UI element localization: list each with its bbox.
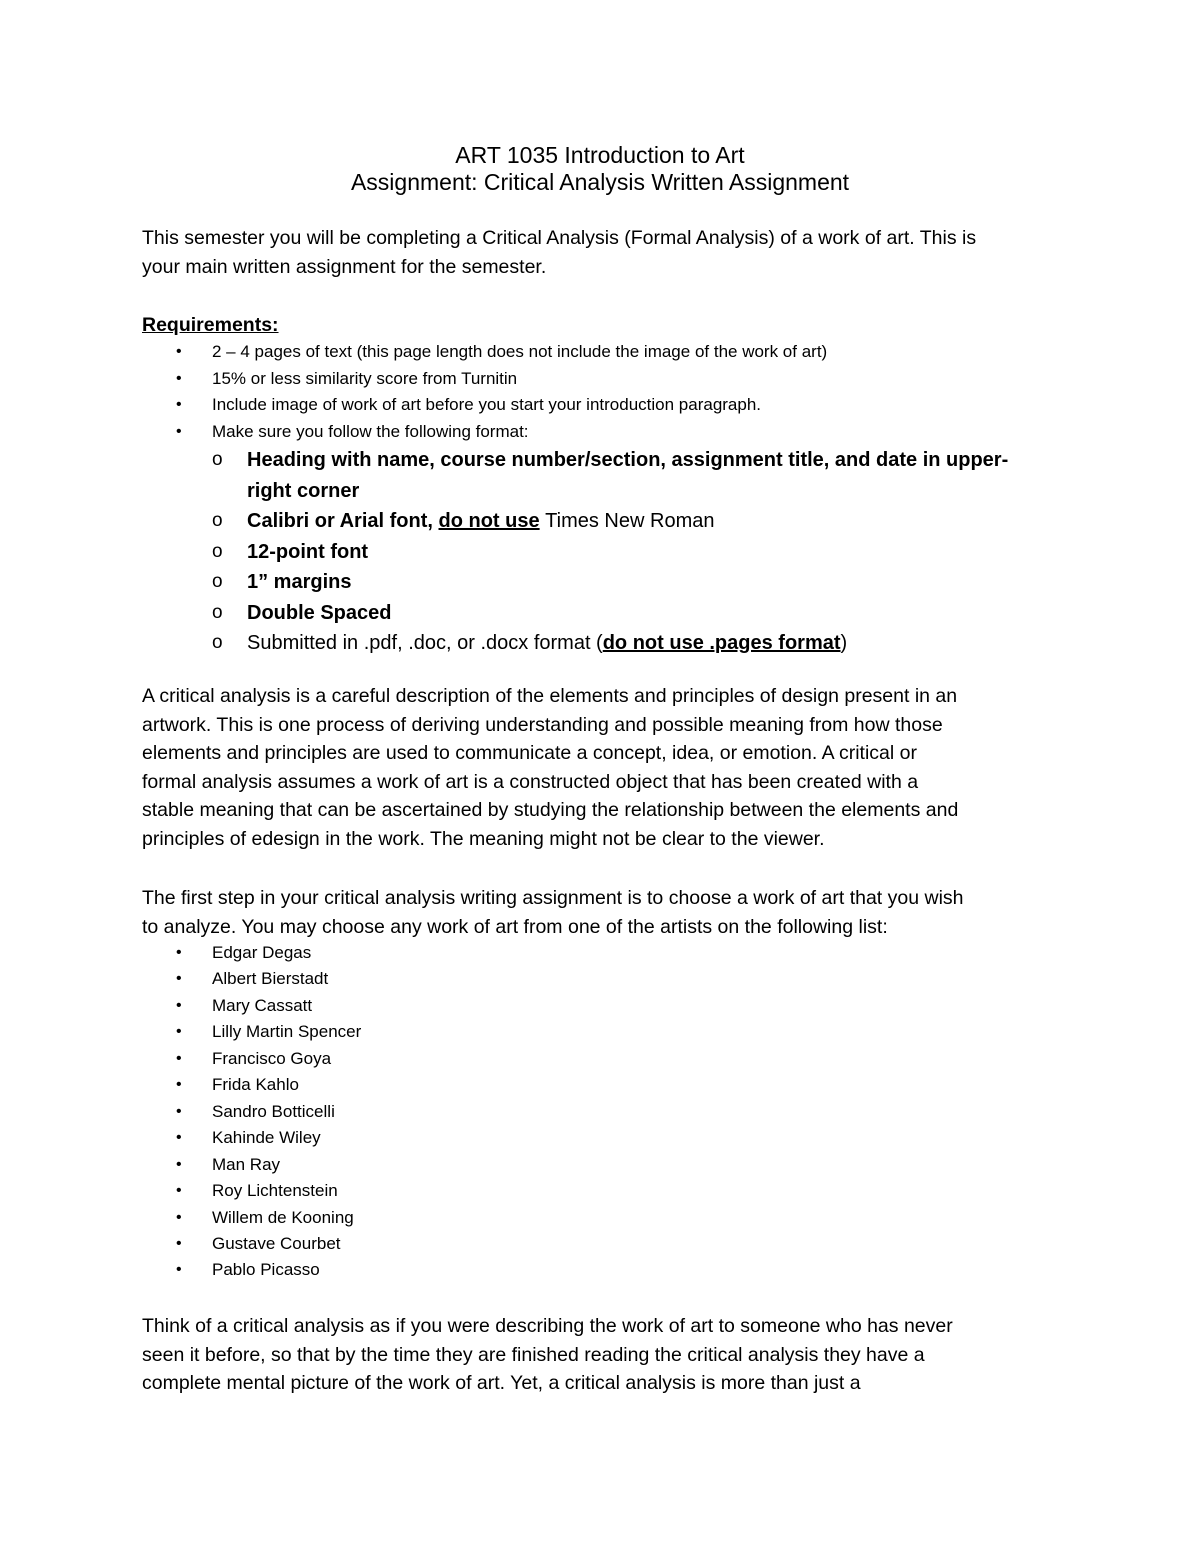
bullet-icon: • xyxy=(176,1049,182,1067)
bullet-icon: • xyxy=(176,1155,182,1173)
bullet-icon: • xyxy=(176,1102,182,1120)
bullet-icon: • xyxy=(176,343,182,360)
definition-paragraph xyxy=(142,682,1072,853)
bullet-icon: • xyxy=(176,996,182,1014)
list-item: • Gustave Courbet xyxy=(142,1231,361,1257)
closing-line: seen it before, so that by the time they are finished reading the critical analysis they have a xyxy=(142,1343,925,1366)
closing-line: Think of a critical analysis as if you were describing the work of art to someone who has never xyxy=(142,1315,953,1337)
bullet-icon: • xyxy=(176,1208,182,1226)
bullet-icon: • xyxy=(176,1182,182,1200)
intro-line: This semester you will be completing a Critical Analysis (Formal Analysis) of a work of art. This is xyxy=(142,227,977,249)
bullet-icon: • xyxy=(176,1234,182,1252)
format-item-heading: o Heading with name, course number/section, assignment title, and date in upper- right corner xyxy=(212,445,1008,506)
closing-paragraph xyxy=(142,1312,1072,1398)
list-item: • Man Ray xyxy=(142,1152,361,1178)
format-item-size: o 12-point font xyxy=(212,537,1008,568)
format-item-margins: o 1” margins xyxy=(212,567,1008,598)
list-item: • Pablo Picasso xyxy=(142,1257,361,1283)
definition-line: elements and principles are used to communicate a concept, idea, or emotion. A critical or xyxy=(142,742,917,764)
course-title: ART 1035 Introduction to Art xyxy=(455,142,745,168)
sub-bullet-icon: o xyxy=(212,632,223,653)
intro-line: your main written assignment for the semester. xyxy=(142,255,547,278)
list-item: • Lilly Martin Spencer xyxy=(142,1019,361,1045)
list-item: • 15% or less similarity score from Turnitin xyxy=(142,366,827,393)
sub-bullet-icon: o xyxy=(212,540,223,562)
format-item-submission: o Submitted in .pdf, .doc, or .docx format (do not use .pages format) xyxy=(212,628,1008,659)
definition-line: A critical analysis is a careful description of the elements and principles of design present in an xyxy=(142,685,958,707)
list-item: • Mary Cassatt xyxy=(142,993,361,1019)
sub-bullet-icon: o xyxy=(212,571,223,592)
format-item-font: o Calibri or Arial font, do not use Times New Roman xyxy=(212,506,1008,537)
definition-line: principles of edesign in the work. The meaning might not be clear to the viewer. xyxy=(142,827,825,850)
sub-bullet-icon: o xyxy=(212,449,223,470)
requirements-list xyxy=(142,339,827,445)
closing-line: complete mental picture of the work of art. Yet, a critical analysis is more than just a xyxy=(142,1372,861,1394)
list-item: • Frida Kahlo xyxy=(142,1072,361,1098)
list-item: • Francisco Goya xyxy=(142,1046,361,1072)
sub-bullet-icon: o xyxy=(212,510,223,531)
sub-bullet-icon: o xyxy=(212,601,223,623)
bullet-icon: • xyxy=(176,369,182,387)
intro-paragraph xyxy=(142,224,1072,281)
bullet-icon: • xyxy=(176,396,182,414)
list-item: • Include image of work of art before you start your introduction paragraph. xyxy=(142,392,827,419)
list-item: • Make sure you follow the following format: xyxy=(142,419,827,446)
bullet-icon: • xyxy=(176,1261,182,1279)
definition-line: stable meaning that can be ascertained by studying the relationship between the elements and xyxy=(142,799,959,821)
definition-line: formal analysis assumes a work of art is a constructed object that has been created with a xyxy=(142,770,919,793)
bullet-icon: • xyxy=(176,422,182,440)
list-item: • Edgar Degas xyxy=(142,940,361,966)
requirements-heading: Requirements: xyxy=(142,314,279,336)
artist-list xyxy=(142,940,361,1284)
format-item-spacing: o Double Spaced xyxy=(212,598,1008,629)
list-item: • Albert Bierstadt xyxy=(142,966,361,992)
first-step-line: to analyze. You may choose any work of art from one of the artists on the following list: xyxy=(142,915,888,938)
assignment-title: Assignment: Critical Analysis Written Assignment xyxy=(350,169,850,195)
definition-line: artwork. This is one process of deriving understanding and possible meaning from how those xyxy=(142,713,943,736)
list-item: • Roy Lichtenstein xyxy=(142,1178,361,1204)
first-step-line: The first step in your critical analysis writing assignment is to choose a work of art that you wish xyxy=(142,887,964,909)
bullet-icon: • xyxy=(176,1129,182,1147)
format-list xyxy=(212,445,1008,659)
bullet-icon: • xyxy=(176,970,182,988)
first-step-paragraph xyxy=(142,884,1072,941)
list-item: • Willem de Kooning xyxy=(142,1205,361,1231)
list-item: • Sandro Botticelli xyxy=(142,1099,361,1125)
bullet-icon: • xyxy=(176,944,182,961)
bullet-icon: • xyxy=(176,1076,182,1094)
list-item: • 2 – 4 pages of text (this page length does not include the image of the work of art) xyxy=(142,339,827,366)
list-item: • Kahinde Wiley xyxy=(142,1125,361,1151)
bullet-icon: • xyxy=(176,1023,182,1041)
